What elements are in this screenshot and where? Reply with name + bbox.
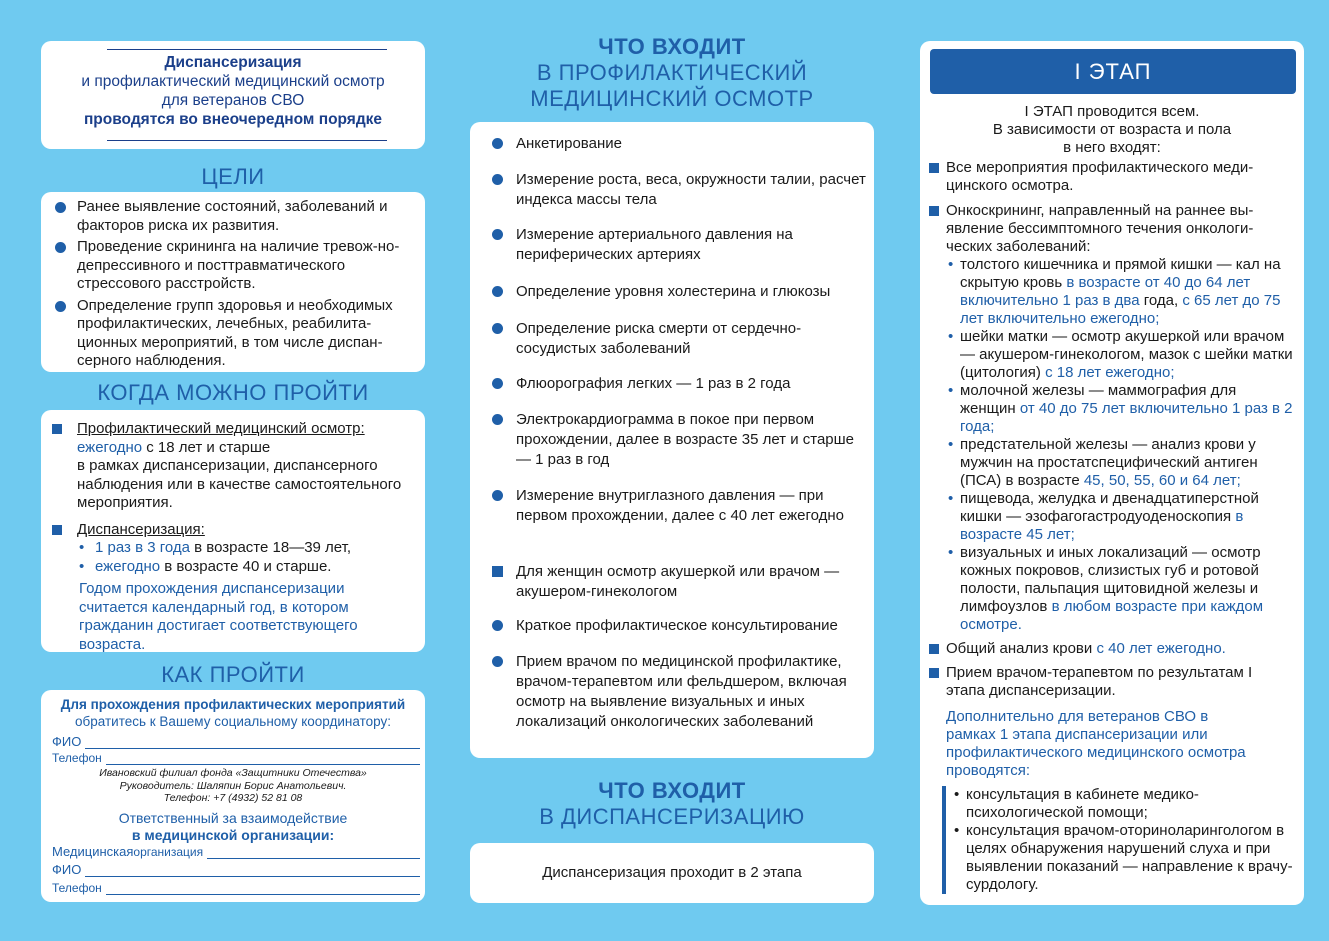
goals-card [41, 192, 425, 372]
goal-item: Определение групп здоровья и необходимых профилактических, лечебных, реабилита-ционных мероприятий, в том числе диспан-серного наблюдения. [77, 297, 415, 371]
disp-text: Диспансеризация проходит в 2 этапа [542, 864, 802, 881]
phone2-field[interactable]: Телефон [52, 881, 420, 895]
org-line3: Телефон: +7 (4932) 52 81 08 [163, 792, 303, 804]
screening-item: • предстательной железы — анализ крови у мужчин на простатспецифический антиген (ПСА) в возрасте 45, 50, 55, 60 и 64 лет; [948, 436, 1258, 489]
disp-card [470, 843, 874, 903]
extra-note: Дополнительно для ветеранов СВО в рамках 1 этапа диспансеризации или профилактического медицинского осмотра проводятся: [946, 708, 1246, 779]
exam-rest: в рамках диспансеризации, диспансерного наблюдения или в качестве самостоятельного мероприятия. [77, 457, 402, 511]
fio2-field[interactable]: ФИО [52, 862, 420, 877]
screening-item: • визуальных и иных локализаций — осмотр кожных покровов, слизистых губ и ротовой полости, пальпация щитовидной железы и лимфоузлов в любом возрасте при каждом осмотре. [948, 544, 1264, 633]
screening-item: • толстого кишечника и прямой кишки — кал на скрытую кровь в возрасте от 40 до 64 лет включительно 1 раз в два года, с 65 лет до 75 лет включительно ежегодно; [948, 256, 1281, 327]
disp-b-freq: ежегодно [95, 557, 161, 575]
extra-item: • консультация врачом-оториноларингологом в целях обнаружения нарушений слуха и при выявлении показаний — направление к врачу-сурдологу. [954, 822, 1293, 893]
med-org-field[interactable]: Медицинская организация [52, 844, 420, 859]
exam-item: Определение уровня холестерина и глюкозы [516, 282, 866, 302]
exam-item: Электрокардиограмма в покое при первом прохождении, далее в возрасте 35 лет и старше — 1 раз в год [516, 410, 866, 470]
intro-line3: для ветеранов СВО [161, 92, 305, 109]
exam-freq: ежегодно [77, 438, 143, 456]
stage1-intro-1: I ЭТАП проводится всем. [1024, 103, 1200, 120]
intro-line4: проводятся во внеочередном порядке [83, 111, 383, 128]
intro-card [41, 41, 425, 149]
stage1-card [920, 41, 1304, 905]
stage1-intro-2: В зависимости от возраста и пола [992, 121, 1232, 138]
stage1-item: Прием врачом-терапевтом по результатам I этапа диспансеризации. [946, 664, 1294, 700]
fio-field[interactable]: ФИО [52, 734, 420, 749]
exam-age: с 18 лет и старше [142, 438, 271, 456]
goals-title: ЦЕЛИ [201, 164, 265, 189]
stage1-item: Общий анализ крови с 40 лет ежегодно. [946, 640, 1294, 658]
disp-title-2: В ДИСПАНСЕРИЗАЦИЮ [539, 804, 805, 829]
phone-field[interactable]: Телефон [52, 751, 420, 765]
exam-item: Краткое профилактическое консультирование [516, 616, 866, 636]
screening-item: • молочной железы — маммография для женщин от 40 до 75 лет включительно 1 раз в 2 года; [948, 382, 1293, 435]
when-note: Годом прохождения диспансеризации считается календарный год, в котором гражданин достигает соответствующего возраста. [79, 580, 358, 653]
how-line1: Для прохождения профилактических мероприятий [60, 697, 406, 712]
square-bullet-icon [52, 424, 62, 434]
exam-title-3: МЕДИЦИНСКИЙ ОСМОТР [530, 86, 814, 111]
disp-a-rest: в возрасте 18—39 лет, [189, 539, 352, 556]
disp-title-1: ЧТО ВХОДИТ [598, 778, 746, 803]
intro-rule [107, 49, 387, 50]
screening-item: • пищевода, желудка и двенадцатиперстной кишки — эзофагогастродуоденоскопия в возрасте 45 лет; [948, 490, 1259, 543]
exam-item: Флюорография легких — 1 раз в 2 года [516, 374, 866, 394]
square-bullet-icon [52, 525, 62, 535]
intro-line2: и профилактический медицинский осмотр [81, 73, 385, 90]
exam-item: Анкетирование [516, 134, 866, 154]
how-card [41, 690, 425, 902]
how-title: КАК ПРОЙТИ [161, 662, 305, 687]
stage1-item: Онкоскрининг, направленный на раннее вы-явление бессимптомного течения онкологи-ческих заболеваний: [946, 202, 1294, 256]
resp-line2: в медицинской организации: [131, 827, 335, 843]
intro-line1: Диспансеризация [164, 54, 302, 71]
intro-rule-bottom [107, 140, 387, 141]
org-line2: Руководитель: Шаляпин Борис Анатольевич. [119, 779, 347, 792]
resp-line1: Ответственный за взаимодействие [118, 810, 348, 826]
exam-item: Для женщин осмотр акушеркой или врачом — акушером-гинекологом [516, 562, 866, 602]
exam-item: Определение риска смерти от сердечно-сосудистых заболеваний [516, 319, 866, 359]
exam-item: Прием врачом по медицинской профилактике, врачом-терапевтом или фельдшером, включая осмотр на выявление визуальных и иных локализаций онкологических заболеваний [516, 652, 866, 732]
how-line2: обратитесь к Вашему социальному координатору: [75, 714, 391, 729]
disp-a-freq: 1 раз в 3 года [95, 539, 190, 556]
screening-item: • шейки матки — осмотр акушеркой или врачом — акушером-гинекологом, мазок с шейки матки (цитология) с 18 лет ежегодно; [948, 328, 1293, 381]
exam-title-1: ЧТО ВХОДИТ [598, 34, 746, 59]
when-title: КОГДА МОЖНО ПРОЙТИ [97, 380, 369, 405]
exam-label: Профилактический медицинский осмотр: [77, 420, 365, 437]
exam-item: Измерение внутриглазного давления — при первом прохождении, далее с 40 лет ежегодно [516, 486, 866, 526]
stage1-intro-3: в него входят: [1063, 139, 1161, 156]
exam-title-2: В ПРОФИЛАКТИЧЕСКИЙ [536, 60, 808, 85]
org-line1: Ивановский филиал фонда «Защитники Отечества» [99, 767, 367, 779]
when-card: Профилактический медицинский осмотр: ежегодно с 18 лет и старше в рамках диспансеризации, диспансерного наблюдения или в качестве самостоятельного мероприятия. Диспансеризация: • 1 раз в 3 года в возрасте 18—39 лет, • ежегодно в возрасте 40 и старше. Годом прохождения диспансеризации считается календарный год, в котором гражданин достигает соответствующего возраста. [41, 410, 425, 652]
exam-item: Измерение роста, веса, окружности талии, расчет индекса массы тела [516, 170, 866, 210]
exam-card [470, 122, 874, 758]
disp-label: Диспансеризация: [77, 520, 205, 538]
goal-item: Ранее выявление состояний, заболеваний и факторов риска их развития. [77, 198, 415, 235]
stage1-title: I ЭТАП [1074, 59, 1152, 84]
extra-item: • консультация в кабинете медико-психологической помощи; [954, 786, 1199, 821]
exam-item: Измерение артериального давления на периферических артериях [516, 225, 866, 265]
disp-b-rest: в возрасте 40 и старше. [160, 557, 332, 575]
stage1-banner [930, 49, 1296, 94]
goal-item: Проведение скрининга на наличие тревож-но-депрессивного и посттравматического стрессового расстройств. [77, 238, 415, 294]
stage1-item: Все мероприятия профилактического меди-цинского осмотра. [946, 159, 1294, 195]
